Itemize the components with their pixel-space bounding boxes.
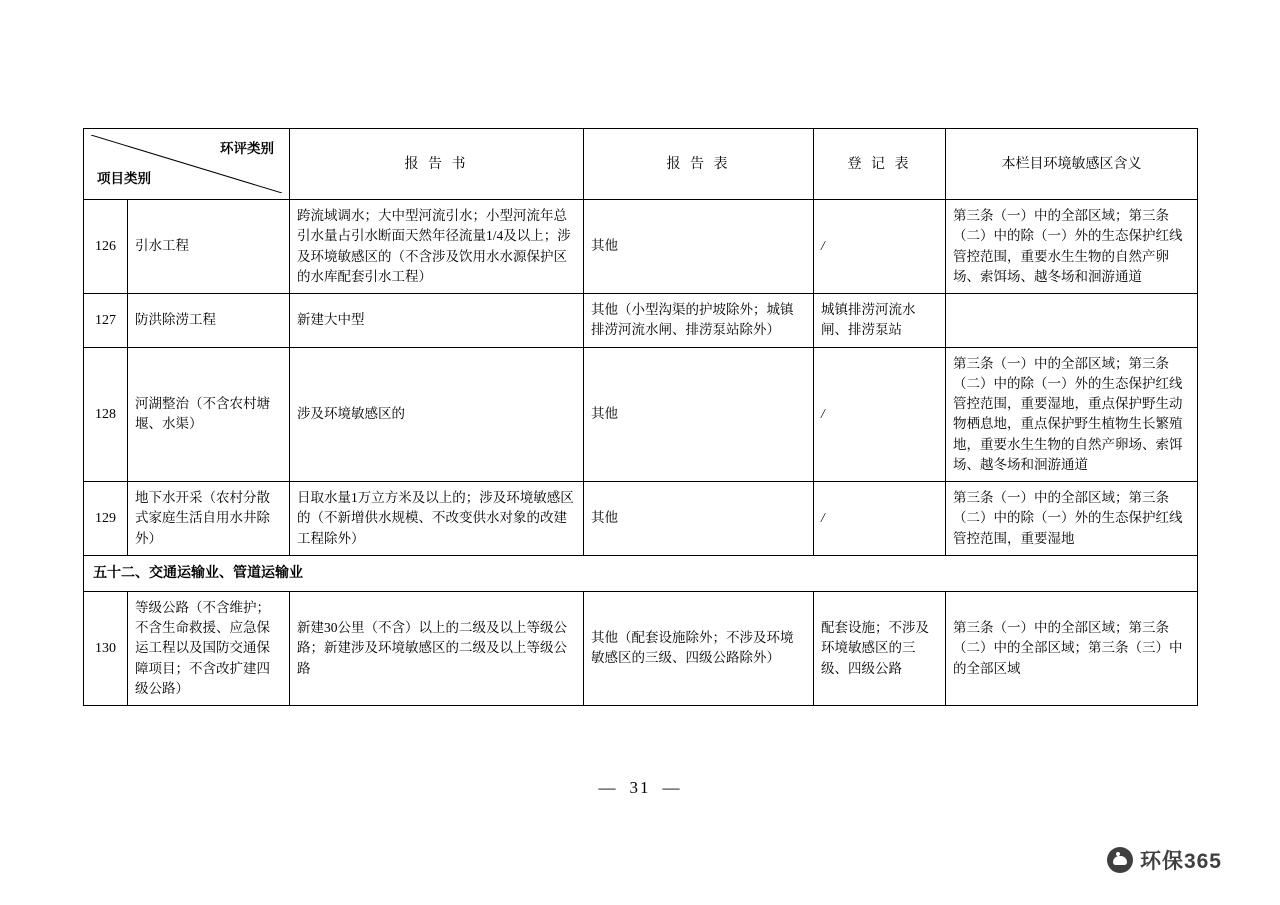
row-registration: / xyxy=(814,200,946,294)
row-category: 等级公路（不含维护；不含生命救援、应急保运工程以及国防交通保障项目；不含改扩建四级公路） xyxy=(128,591,290,705)
watermark xyxy=(1107,845,1222,875)
table-section-row xyxy=(84,555,1198,591)
row-report-book: 跨流域调水；大中型河流引水；小型河流年总引水量占引水断面天然年径流量1/4及以上；涉及环境敏感区的（不含涉及饮用水水源保护区的水库配套引水工程） xyxy=(290,200,584,294)
row-meaning: 第三条（一）中的全部区域；第三条（二）中的除（一）外的生态保护红线管控范围，重要湿地 xyxy=(946,482,1198,556)
row-report-form: 其他 xyxy=(584,482,814,556)
row-number: 127 xyxy=(84,294,128,348)
row-number: 126 xyxy=(84,200,128,294)
table-row xyxy=(84,294,1198,348)
page-number-dash-left: — xyxy=(598,778,618,797)
table-row xyxy=(84,591,1198,705)
row-report-book: 新建大中型 xyxy=(290,294,584,348)
table-row xyxy=(84,200,1198,294)
header-label-assessment-type: 环评类别 xyxy=(220,141,274,156)
row-registration: / xyxy=(814,347,946,482)
watermark-label: 环保365 xyxy=(1139,850,1222,873)
page-number xyxy=(0,778,1280,798)
page-number-value: 31 xyxy=(629,778,651,797)
row-meaning: 第三条（一）中的全部区域；第三条（二）中的除（一）外的生态保护红线管控范围，重要水生生物的自然产卵场、索饵场、越冬场和洄游通道 xyxy=(946,200,1198,294)
header-report-form: 报 告 表 xyxy=(584,129,814,200)
header-registration-form: 登 记 表 xyxy=(814,129,946,200)
row-number: 130 xyxy=(84,591,128,705)
table-row xyxy=(84,347,1198,482)
row-report-form: 其他（小型沟渠的护坡除外；城镇排涝河流水闸、排涝泵站除外） xyxy=(584,294,814,348)
wechat-logo-icon xyxy=(1107,847,1133,873)
diagonal-split xyxy=(91,135,282,193)
row-report-form: 其他 xyxy=(584,200,814,294)
row-report-book: 涉及环境敏感区的 xyxy=(290,347,584,482)
table-row xyxy=(84,482,1198,556)
row-registration: 配套设施；不涉及环境敏感区的三级、四级公路 xyxy=(814,591,946,705)
row-category: 引水工程 xyxy=(128,200,290,294)
row-report-book: 日取水量1万立方米及以上的；涉及环境敏感区的（不新增供水规模、不改变供水对象的改建工程除外） xyxy=(290,482,584,556)
row-report-form: 其他（配套设施除外；不涉及环境敏感区的三级、四级公路除外） xyxy=(584,591,814,705)
row-meaning: 第三条（一）中的全部区域；第三条（二）中的全部区域；第三条（三）中的全部区域 xyxy=(946,591,1198,705)
page-number-dash-right: — xyxy=(662,778,682,797)
row-registration: 城镇排涝河流水闸、排涝泵站 xyxy=(814,294,946,348)
header-diagonal-cell xyxy=(84,129,290,200)
row-meaning xyxy=(946,294,1198,348)
environmental-assessment-table-container xyxy=(83,128,1197,706)
row-report-book: 新建30公里（不含）以上的二级及以上等级公路；新建涉及环境敏感区的二级及以上等级公路 xyxy=(290,591,584,705)
row-category: 河湖整治（不含农村塘堰、水渠） xyxy=(128,347,290,482)
row-number: 128 xyxy=(84,347,128,482)
row-meaning: 第三条（一）中的全部区域；第三条（二）中的除（一）外的生态保护红线管控范围，重要湿地，重点保护野生动物栖息地，重点保护野生植物生长繁殖地，重要水生生物的自然产卵场、索饵场、越冬场和洄游通道 xyxy=(946,347,1198,482)
section-title: 五十二、交通运输业、管道运输业 xyxy=(84,555,1198,591)
row-category: 地下水开采（农村分散式家庭生活自用水井除外） xyxy=(128,482,290,556)
header-sensitive-area-meaning: 本栏目环境敏感区含义 xyxy=(946,129,1198,200)
row-number: 129 xyxy=(84,482,128,556)
table-header-row xyxy=(84,129,1198,200)
header-label-project-type: 项目类别 xyxy=(97,170,151,186)
row-report-form: 其他 xyxy=(584,347,814,482)
header-report-book: 报 告 书 xyxy=(290,129,584,200)
row-category: 防洪除涝工程 xyxy=(128,294,290,348)
row-registration: / xyxy=(814,482,946,556)
environmental-assessment-table xyxy=(83,128,1198,706)
